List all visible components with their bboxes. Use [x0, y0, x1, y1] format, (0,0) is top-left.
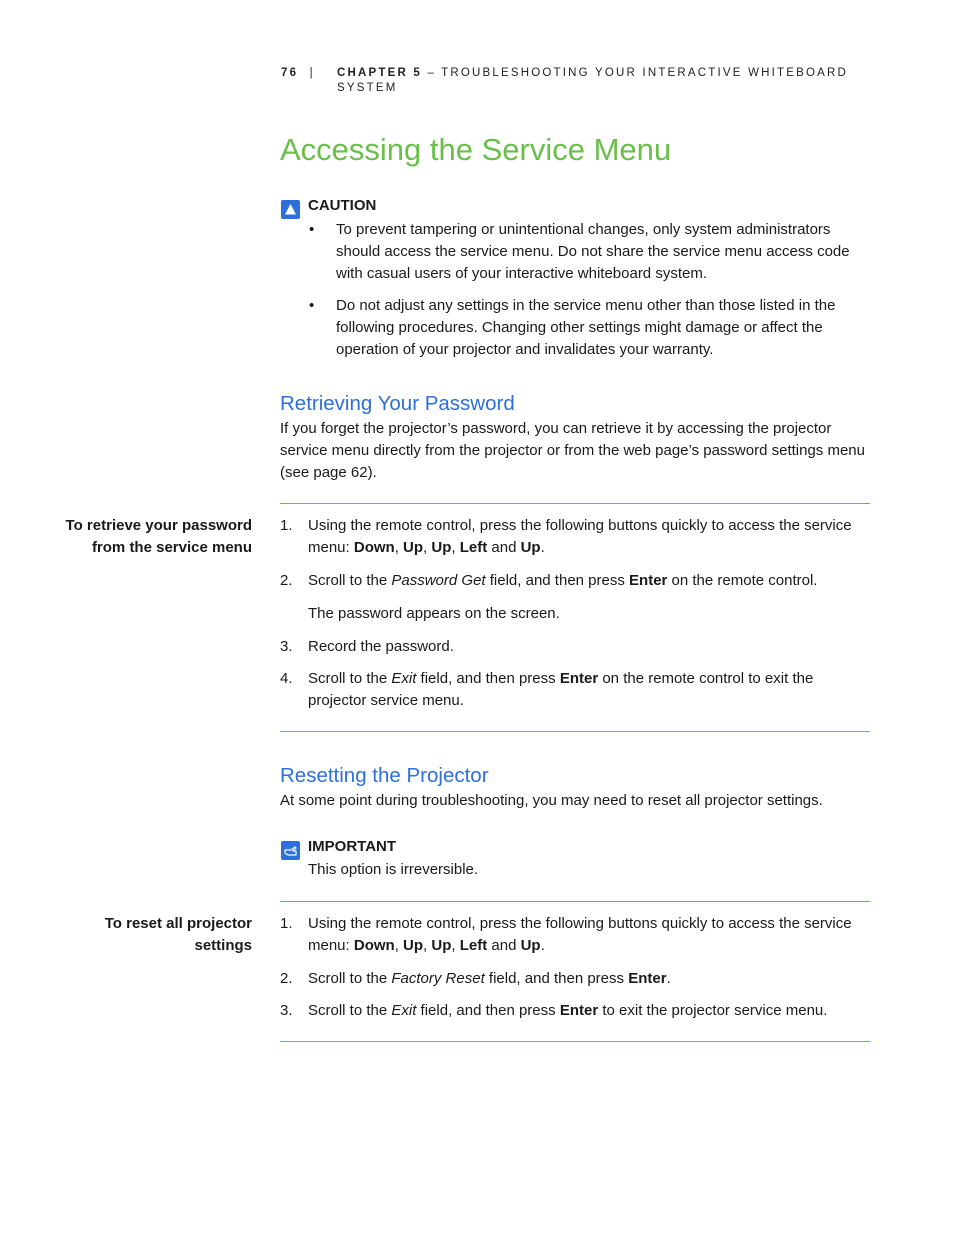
step-text: Scroll to the Exit field, and then press Enter to exit the projector service menu.	[308, 1002, 828, 1019]
divider	[280, 901, 870, 902]
procedure-label	[22, 515, 252, 559]
step-result-text: The password appears on the screen.	[308, 605, 560, 622]
caution-bullet-text: To prevent tampering or unintentional changes, only system administrators should access the service menu. Do not share the service menu access code with casual users of your interactive whiteboard system.	[336, 221, 850, 282]
section-intro: If you forget the projector’s password, you can retrieve it by accessing the projector service menu directly from the projector or from the web page’s password settings menu (see page 62).	[280, 420, 865, 481]
divider	[280, 503, 870, 504]
chapter-title: – TROUBLESHOOTING YOUR INTERACTIVE WHITEBOARD	[427, 67, 849, 79]
section-intro: At some point during troubleshooting, you may need to reset all projector settings.	[280, 792, 823, 809]
chapter-label: CHAPTER 5	[337, 67, 422, 79]
caution-triangle-icon	[281, 200, 300, 219]
pointing-hand-icon	[281, 841, 300, 860]
header-separator: |	[309, 67, 315, 79]
step-text: Scroll to the Password Get field, and then press Enter on the remote control.	[308, 572, 818, 589]
step-number: 4.	[280, 670, 293, 687]
procedure-label-line1: To retrieve your password	[65, 517, 252, 534]
step-text: Scroll to the Exit field, and then press Enter on the remote control to exit the projector service menu.	[308, 670, 814, 709]
procedure-label	[22, 913, 252, 957]
step-number: 2.	[280, 572, 293, 589]
step-text: Using the remote control, press the following buttons quickly to access the service menu: Down, Up, Up, Left and Up.	[308, 517, 852, 556]
step-number: 2.	[280, 970, 293, 987]
chapter-title-cont: SYSTEM	[337, 82, 398, 94]
procedure-label-line2: from the service menu	[91, 539, 252, 556]
divider	[280, 731, 870, 732]
section-heading-reset-projector: Resetting the Projector	[280, 764, 489, 787]
caution-bullet-text: Do not adjust any settings in the service menu other than those listed in the following procedures. Changing other settings might damage or affect the operation of your projector and invalidates your warranty.	[336, 297, 836, 358]
step-number: 1.	[280, 517, 293, 534]
running-header	[281, 66, 861, 94]
divider	[280, 1041, 870, 1042]
procedure-label-line2: settings	[194, 937, 252, 954]
step-number: 3.	[280, 638, 293, 655]
step-text: Record the password.	[308, 638, 454, 655]
important-label: IMPORTANT	[308, 838, 397, 855]
step-number: 1.	[280, 915, 293, 932]
bullet-dot: •	[309, 221, 315, 238]
section-heading-retrieve-password: Retrieving Your Password	[280, 392, 515, 415]
caution-label: CAUTION	[308, 197, 377, 214]
page-title: Accessing the Service Menu	[280, 132, 672, 167]
step-text: Scroll to the Factory Reset field, and then press Enter.	[308, 970, 671, 987]
important-text: This option is irreversible.	[308, 861, 479, 878]
procedure-label-line1: To reset all projector	[104, 915, 252, 932]
bullet-dot: •	[309, 297, 315, 314]
caution-bullet	[309, 219, 874, 285]
chapter-heading	[337, 66, 877, 96]
step-text: Using the remote control, press the following buttons quickly to access the service menu: Down, Up, Up, Left and Up.	[308, 915, 852, 954]
page-number: 76	[281, 67, 299, 79]
step-number: 3.	[280, 1002, 293, 1019]
caution-bullet	[309, 295, 874, 361]
